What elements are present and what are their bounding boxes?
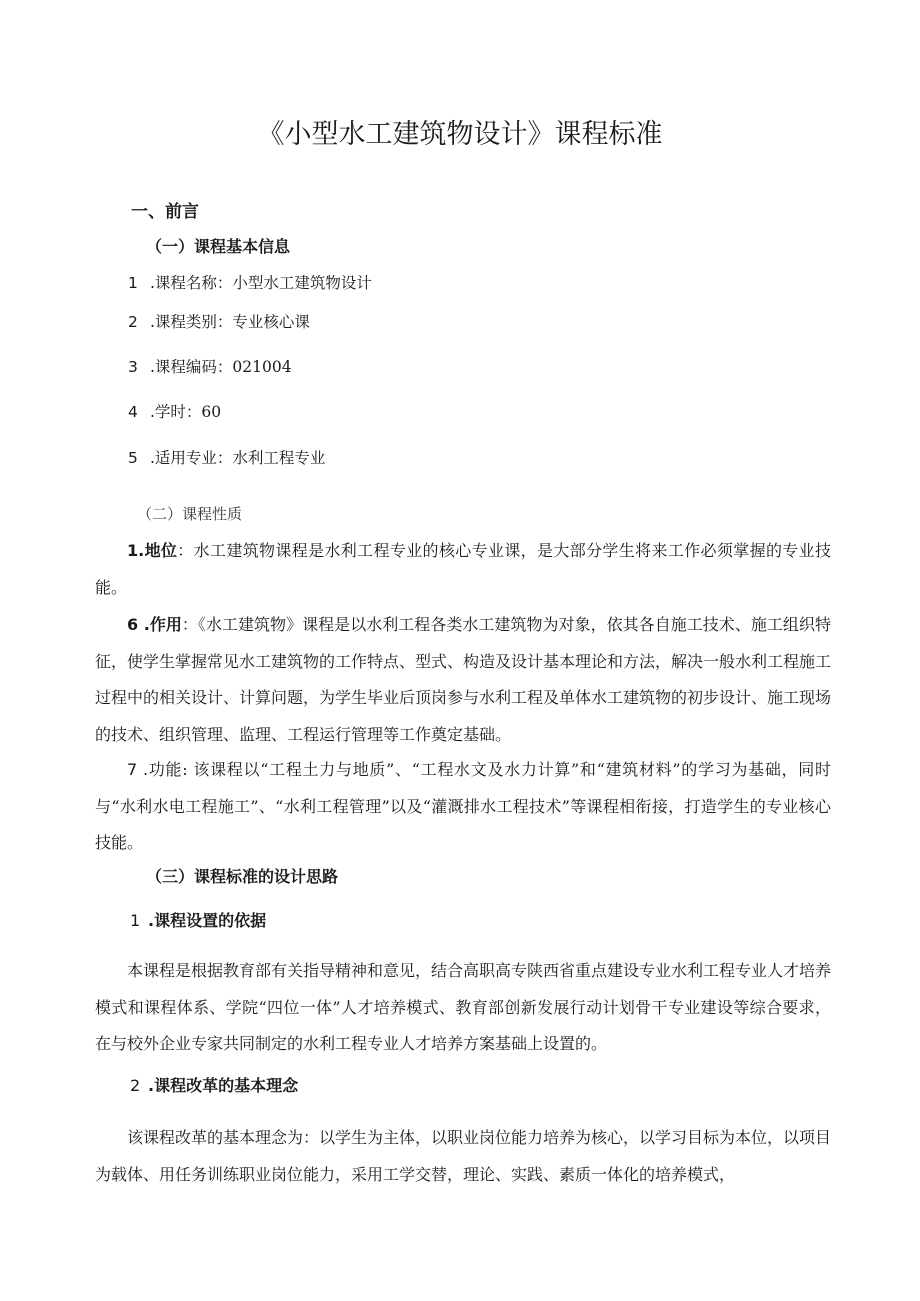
paragraph-text: : 该课程以“工程土力与地质”、“工程水文及水力计算”和“建筑材料”的学习为基础，同时与“水利水电工程施工”、“水利工程管理”以及“灌溉排水工程技术”等课程相衔接，打造学生的专业核心技能。 [95, 760, 831, 852]
subsection-heading-design: （三）课程标准的设计思路 [146, 867, 339, 886]
sub-heading-number: 1 [130, 911, 141, 930]
item-text: .适用专业：水利工程专业 [150, 449, 326, 467]
item-text: .课程类别：专业核心课 [150, 313, 310, 331]
paragraph-text: ：水工建筑物课程是水利工程专业的核心专业课，是大部分学生将来工作必须掌握的专业技能。 [95, 541, 831, 597]
paragraph-label: 1.地位 [127, 541, 178, 560]
subsection-heading-nature: （二）课程性质 [137, 505, 243, 523]
item-text: .课程名称：小型水工建筑物设计 [150, 274, 372, 292]
item-text: .课程编码：021004 [150, 358, 292, 376]
paragraph-text: 该课程改革的基本理念为：以学生为主体，以职业岗位能力培养为核心，以学习目标为本位，以项目为载体、用任务训练职业岗位能力，采用工学交替，理论、实践、素质一体化的培养模式， [95, 1128, 832, 1184]
item-text: .学时：60 [150, 403, 222, 421]
paragraph-role [95, 607, 831, 753]
info-item [128, 405, 221, 421]
sub-heading-text: .课程改革的基本理念 [148, 1076, 299, 1095]
paragraph-text: 本课程是根据教育部有关指导精神和意见，结合高职高专陕西省重点建设专业水利工程专业人才培养模式和课程体系、学院“四位一体”人才培养模式、教育部创新发展行动计划骨干专业建设等综合要求，在与校外企业专家共同制定的水利工程专业人才培养方案基础上设置的。 [95, 961, 832, 1053]
item-number: 3 [128, 358, 138, 376]
paragraph-label: 7 .功能 [127, 760, 183, 779]
paragraph-function [95, 752, 831, 862]
item-number: 4 [128, 403, 138, 421]
paragraph-position [95, 533, 831, 606]
item-number: 2 [128, 313, 138, 331]
item-number: 1 [128, 274, 138, 292]
info-item [128, 315, 310, 331]
info-item [128, 360, 292, 376]
subsection-heading-basic-info: （一）课程基本信息 [146, 237, 291, 256]
paragraph-label: 6 .作用 [127, 615, 182, 634]
paragraph-text: ：《水工建筑物》课程是以水利工程各类水工建筑物为对象，依其各自施工技术、施工组织特征，使学生掌握常见水工建筑物的工作特点、型式、构造及设计基本理论和方法，解决一般水利工程施工过程中的相关设计、计算问题，为学生毕业后顶岗参与水利工程及单体水工建筑物的初步设计、施工现场的技术、组织管理、监理、工程运行管理等工作奠定基础。 [95, 615, 832, 744]
section-heading-preface: 一、前言 [131, 202, 199, 222]
item-number: 5 [128, 449, 138, 467]
sub-heading-basis [130, 913, 266, 929]
paragraph-basis [95, 953, 831, 1063]
info-item [128, 451, 325, 467]
info-item [128, 276, 372, 292]
sub-heading-text: .课程设置的依据 [148, 911, 267, 930]
document-title: 《小型水工建筑物设计》课程标准 [257, 119, 663, 150]
sub-heading-reform [130, 1078, 298, 1094]
paragraph-reform [95, 1120, 831, 1193]
sub-heading-number: 2 [130, 1076, 141, 1095]
